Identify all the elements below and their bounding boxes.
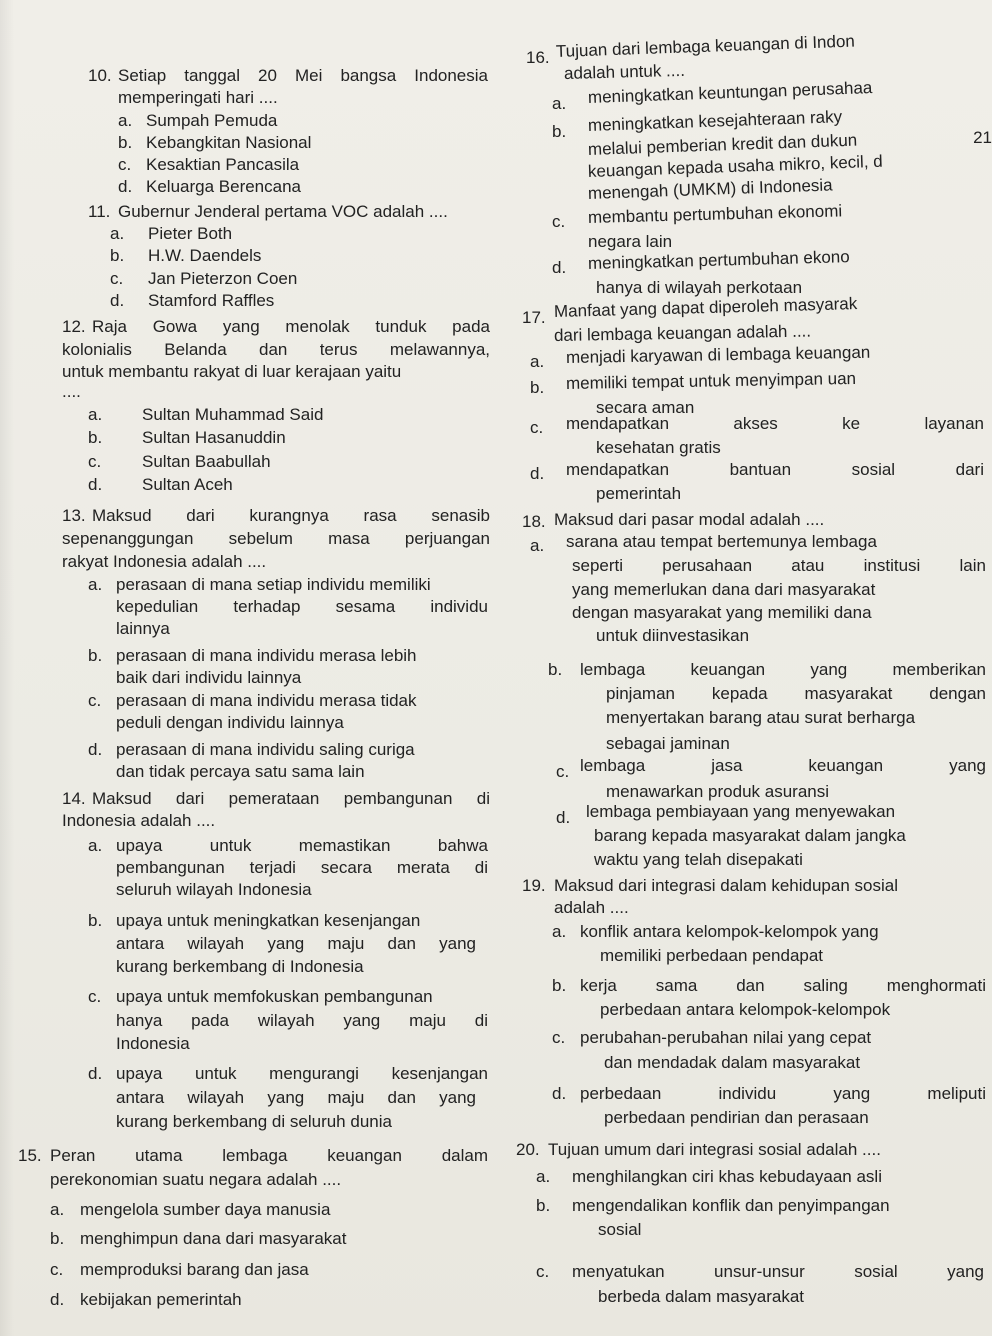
- option-text: yang memerlukan dana dari masyarakat: [572, 580, 876, 599]
- question-stem: Peran utama lembaga keuangan dalam: [50, 1146, 488, 1165]
- option-text: peduli dengan individu lainnya: [116, 713, 344, 732]
- question-stem: Maksud dari integrasi dalam kehidupan sosial: [554, 876, 898, 895]
- option-text: meningkatkan kesejahteraan raky: [587, 107, 843, 135]
- option-text: barang kepada masyarakat dalam jangka: [594, 826, 906, 845]
- option-letter: d.: [552, 1084, 567, 1103]
- option-text: Kebangkitan Nasional: [146, 133, 312, 152]
- question-number: 17.: [522, 308, 546, 327]
- option-text: melalui pemberian kredit dan dukun: [587, 130, 858, 159]
- option-letter: b.: [548, 660, 563, 679]
- option-text: meningkatkan keuntungan perusahaa: [587, 78, 873, 107]
- option-text: kurang berkembang di Indonesia: [116, 957, 364, 976]
- question-number: 14.: [62, 789, 86, 808]
- option-text: mendapatkan akses ke layanan: [566, 414, 984, 433]
- option-text: lembaga jasa keuangan yang: [580, 756, 986, 775]
- option-text: upaya untuk mengurangi kesenjangan: [116, 1064, 488, 1083]
- option-text: sosial: [598, 1220, 642, 1239]
- option-text: Stamford Raffles: [148, 291, 275, 310]
- option-text: dan mendadak dalam masyarakat: [604, 1053, 861, 1072]
- option-letter: d.: [530, 464, 545, 483]
- option-text: lembaga keuangan yang memberikan: [580, 660, 986, 679]
- option-text: memiliki tempat untuk menyimpan uan: [565, 368, 857, 393]
- option-text: waktu yang telah disepakati: [594, 850, 803, 869]
- question-stem: kolonialis Belanda dan terus melawannya,: [62, 340, 490, 359]
- option-text: memproduksi barang dan jasa: [80, 1260, 309, 1279]
- question-stem: adalah untuk ....: [563, 60, 686, 83]
- option-letter: a.: [530, 536, 545, 555]
- question-stem: dari lembaga keuangan adalah ....: [553, 321, 812, 345]
- option-text: Kesaktian Pancasila: [146, 155, 300, 174]
- option-text: kebijakan pemerintah: [80, 1290, 242, 1309]
- option-text: Jan Pieterzon Coen: [148, 269, 298, 288]
- option-text: antara wilayah yang maju dan yang: [116, 934, 476, 953]
- option-letter: a.: [536, 1167, 551, 1186]
- option-text: kesehatan gratis: [596, 438, 721, 457]
- option-letter: a.: [88, 405, 103, 424]
- option-text: perasaan di mana individu merasa lebih: [116, 646, 417, 665]
- question-stem: Manfaat yang dapat diperoleh masyarak: [553, 294, 858, 321]
- option-letter: d.: [88, 475, 103, 494]
- option-text: mendapatkan bantuan sosial dari: [566, 460, 984, 479]
- question-stem: memperingati hari ....: [118, 88, 278, 107]
- option-letter: b.: [88, 911, 103, 930]
- option-letter: a.: [88, 575, 103, 594]
- question-stem: rakyat Indonesia adalah ....: [62, 552, 267, 571]
- option-text: negara lain: [588, 232, 673, 251]
- question-stem: Raja Gowa yang menolak tunduk pada: [92, 317, 490, 336]
- question-number: 18.: [522, 512, 546, 531]
- option-text: pembangunan terjadi secara merata di: [116, 858, 488, 877]
- option-letter: c.: [536, 1262, 550, 1281]
- option-letter: a.: [88, 836, 103, 855]
- option-text: hanya pada wilayah yang maju di: [116, 1011, 488, 1030]
- option-text: mengendalikan konflik dan penyimpangan: [572, 1196, 890, 1215]
- option-text: konflik antara kelompok-kelompok yang: [580, 922, 879, 941]
- page-edge-shadow: [0, 0, 14, 1336]
- option-text: menyertakan barang atau surat berharga: [606, 708, 916, 727]
- question-stem: Setiap tanggal 20 Mei bangsa Indonesia: [118, 66, 488, 85]
- option-text: Pieter Both: [148, 224, 233, 243]
- option-text: kerja sama dan saling menghormati: [580, 976, 986, 995]
- question-number: 13.: [62, 506, 86, 525]
- option-letter: b.: [118, 133, 133, 152]
- question-number: 20.: [516, 1140, 540, 1159]
- option-text: perasaan di mana individu saling curiga: [116, 740, 415, 759]
- option-text: upaya untuk memastikan bahwa: [116, 836, 488, 855]
- option-text: keuangan kepada usaha mikro, kecil, d: [587, 151, 883, 181]
- option-letter: d.: [552, 258, 567, 277]
- option-letter: c.: [88, 987, 102, 1006]
- option-text: baik dari individu lainnya: [116, 668, 302, 687]
- option-text: kurang berkembang di seluruh dunia: [116, 1112, 392, 1131]
- option-text: perasaan di mana setiap individu memiliki: [116, 575, 431, 594]
- question-number: 10.: [88, 66, 112, 85]
- option-text: pinjaman kepada masyarakat dengan: [606, 684, 986, 703]
- option-letter: b.: [88, 646, 103, 665]
- option-text: perbedaan individu yang meliputi: [580, 1084, 986, 1103]
- question-stem: Gubernur Jenderal pertama VOC adalah ....: [118, 202, 448, 221]
- option-letter: c.: [88, 691, 102, 710]
- option-letter: d.: [118, 177, 133, 196]
- question-stem: sepenanggungan sebelum masa perjuangan: [62, 529, 490, 548]
- option-letter: d.: [110, 291, 125, 310]
- question-stem: perekonomian suatu negara adalah ....: [50, 1170, 342, 1189]
- question-stem: Maksud dari pemerataan pembangunan di: [92, 789, 490, 808]
- question-stem: ....: [62, 382, 81, 401]
- question-number: 11.: [88, 202, 111, 221]
- option-text: perubahan-perubahan nilai yang cepat: [580, 1028, 872, 1047]
- option-text: H.W. Daendels: [148, 246, 262, 265]
- option-letter: b.: [530, 378, 545, 397]
- option-text: pemerintah: [596, 484, 682, 503]
- option-text: mengelola sumber daya manusia: [80, 1200, 331, 1219]
- option-text: Keluarga Berencana: [146, 177, 302, 196]
- option-letter: d.: [88, 1064, 103, 1083]
- option-text: hanya di wilayah perkotaan: [596, 278, 803, 297]
- option-text: membantu pertumbuhan ekonomi: [587, 201, 843, 227]
- question-number: 16.: [526, 48, 550, 67]
- option-text: Sumpah Pemuda: [146, 111, 278, 130]
- option-text: untuk diinvestasikan: [596, 626, 750, 645]
- question-stem: adalah ....: [554, 898, 629, 917]
- option-text: perbedaan antara kelompok-kelompok: [600, 1000, 891, 1019]
- option-text: Sultan Hasanuddin: [142, 428, 286, 447]
- option-letter: b.: [552, 976, 567, 995]
- question-stem: Tujuan dari lembaga keuangan di Indon: [555, 31, 856, 61]
- option-letter: a.: [110, 224, 125, 243]
- option-text: sarana atau tempat bertemunya lembaga: [566, 532, 877, 551]
- option-text: Sultan Baabullah: [142, 452, 271, 471]
- option-letter: b.: [536, 1196, 551, 1215]
- option-text: seperti perusahaan atau institusi lain: [572, 556, 986, 575]
- option-text: menjadi karyawan di lembaga keuangan: [565, 342, 871, 367]
- option-text: menyatukan unsur-unsur sosial yang: [572, 1262, 984, 1281]
- option-text: dengan masyarakat yang memiliki dana: [572, 603, 872, 622]
- question-number: 15.: [18, 1146, 42, 1165]
- option-text: upaya untuk memfokuskan pembangunan: [116, 987, 433, 1006]
- question-stem: Tujuan umum dari integrasi sosial adalah ....: [548, 1140, 881, 1159]
- option-text: kepedulian terhadap sesama individu: [116, 597, 488, 616]
- option-letter: c.: [50, 1260, 64, 1279]
- option-letter: a.: [552, 94, 567, 113]
- question-stem: untuk membantu rakyat di luar kerajaan yaitu: [62, 362, 402, 381]
- option-text: sebagai jaminan: [606, 734, 730, 753]
- option-letter: d.: [88, 740, 103, 759]
- option-text: lembaga pembiayaan yang menyewakan: [586, 802, 896, 821]
- option-text: upaya untuk meningkatkan kesenjangan: [116, 911, 421, 930]
- option-text: lainnya: [116, 619, 170, 638]
- option-text: berbeda dalam masyarakat: [598, 1287, 805, 1306]
- option-letter: c.: [110, 269, 124, 288]
- option-text: menghilangkan ciri khas kebudayaan asli: [572, 1167, 882, 1186]
- option-text: dan tidak percaya satu sama lain: [116, 762, 365, 781]
- option-letter: b.: [88, 428, 103, 447]
- option-letter: b.: [110, 246, 125, 265]
- option-text: Sultan Muhammad Said: [142, 405, 324, 424]
- option-text: menghimpun dana dari masyarakat: [80, 1229, 347, 1248]
- option-text: menawarkan produk asuransi: [606, 782, 830, 801]
- edge-number: 21: [973, 128, 992, 147]
- option-letter: b.: [50, 1229, 65, 1248]
- question-number: 12.: [62, 317, 86, 336]
- option-letter: a.: [530, 352, 545, 371]
- option-letter: c.: [530, 418, 544, 437]
- question-stem: Maksud dari pasar modal adalah ....: [554, 510, 825, 529]
- option-letter: a.: [118, 111, 133, 130]
- option-letter: c.: [552, 1028, 566, 1047]
- question-stem: Indonesia adalah ....: [62, 811, 216, 830]
- option-text: meningkatkan pertumbuhan ekono: [587, 247, 850, 273]
- option-text: Sultan Aceh: [142, 475, 233, 494]
- question-number: 19.: [522, 876, 546, 895]
- option-letter: a.: [50, 1200, 65, 1219]
- option-letter: d.: [50, 1290, 65, 1309]
- option-text: antara wilayah yang maju dan yang: [116, 1088, 476, 1107]
- option-text: perbedaan pendirian dan perasaan: [604, 1108, 869, 1127]
- option-letter: c.: [556, 762, 570, 781]
- option-letter: d.: [556, 808, 571, 827]
- option-text: Indonesia: [116, 1034, 190, 1053]
- option-text: seluruh wilayah Indonesia: [116, 880, 312, 899]
- option-text: perasaan di mana individu merasa tidak: [116, 691, 417, 710]
- option-letter: a.: [552, 922, 567, 941]
- option-letter: b.: [552, 122, 567, 141]
- option-letter: c.: [118, 155, 132, 174]
- option-text: secara aman: [596, 398, 695, 417]
- option-text: memiliki perbedaan pendapat: [600, 946, 824, 965]
- option-letter: c.: [552, 212, 566, 231]
- option-letter: c.: [88, 452, 102, 471]
- option-text: menengah (UMKM) di Indonesia: [587, 175, 833, 203]
- question-stem: Maksud dari kurangnya rasa senasib: [92, 506, 490, 525]
